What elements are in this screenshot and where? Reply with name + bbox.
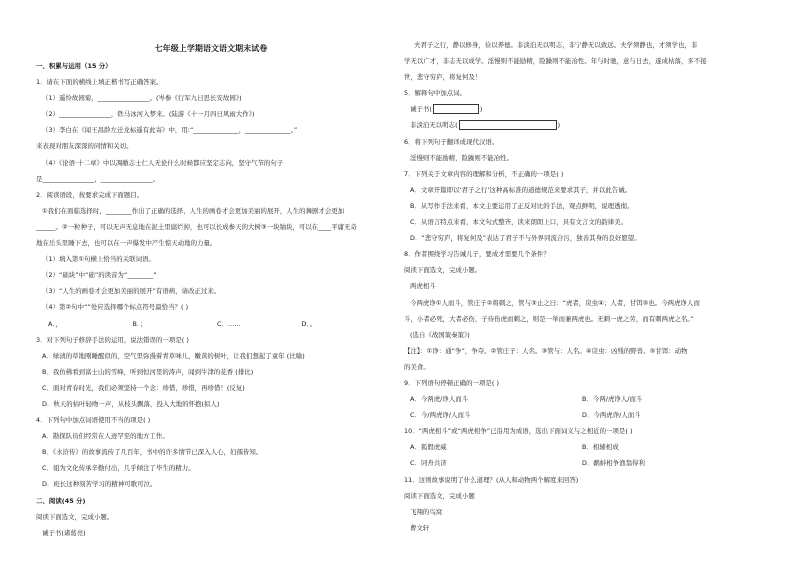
left-column — [36, 42, 386, 541]
text-line: 两虎相斗 — [410, 282, 436, 291]
text-line: 9．下列语句停顿正确的一项是( ) — [404, 378, 500, 387]
blank-suffix: ) — [557, 121, 561, 130]
text-line: （2）“础块”中“础”的读音为“________” — [42, 271, 157, 280]
text-line: 斗，小者必死，大者必伤，子待伤虎而刺之，则是一举而兼两虎也。无刺一虎之劳，而有刺两虎之名。” — [404, 314, 694, 323]
text-line: 1．请在下面的横线上填正楷书写正确答案。 — [36, 78, 163, 87]
text-line: D．班长这种刻苦学习的精神可歌可泣。 — [42, 480, 157, 489]
text-line: （1）遥怜故园菊，________________。(岑参《行军九日思长安故园》) — [42, 94, 242, 103]
text-line: 诫子书(诸葛亮) — [42, 528, 86, 537]
text-line: 阅读下面选文，完成小题 — [404, 491, 475, 500]
text-line: B．《水浒传》的故事流传了几百年，书中的许多情节已深入人心，妇孺皆知。 — [42, 448, 263, 457]
exam-title: 七年级上学期语文语文期末试卷 — [154, 44, 268, 53]
text-line: 阅读下面选文，完成小题。 — [404, 266, 482, 275]
option-item: D．鹬蚌相争渔翁得利 — [582, 459, 645, 468]
text-line: 8．作者围绕学习告诫儿子，要成才需要几个条件？ — [404, 250, 550, 259]
option-item: B．相辅相成 — [582, 443, 619, 452]
option-item: C．…… — [217, 319, 241, 328]
text-line: A．绿渍的草地刚睡醒似的，空气里弥漫着青草味儿，嫩黄的树叶，让我们想起了童年 (比喻) — [42, 351, 305, 360]
text-line: 来表现对朋友深深的同情和关切。 — [36, 142, 133, 151]
text-line: 【注】：①诤：通“争”，争夺。②管庄子：人名。③管与：人名。④戾虫：凶残的野兽。⑤甘饵：动物 — [404, 346, 688, 355]
text-line: 地在岳头里睡下去，也可以在一声爆发中产生惊天动地的力量。 — [36, 239, 217, 248]
text-line: A．勘探队员们经常在人迹罕至的地方工作。 — [42, 432, 169, 441]
option-row — [404, 439, 754, 455]
blank-prefix: 诫子书( — [410, 105, 432, 114]
option-item: C．今/两虎诤/人而斗 — [410, 411, 471, 420]
text-line: 3．对下列句子修辞手法的运用，说法错误的一项是( ) — [36, 335, 189, 344]
option-row — [36, 316, 386, 332]
text-line: C．从语言特点来看，本文句式整齐，读来朗朗上口，具有文言文的韵律美。 — [410, 218, 628, 227]
text-line: 5．解释句中加点词。 — [404, 89, 467, 98]
option-row — [404, 455, 754, 471]
blank-suffix: ) — [479, 105, 483, 114]
text-line: 飞翔的鸟窝 — [410, 507, 443, 516]
text-line: （3）李白在《闻王昌龄左迁龙标遥有此寄》中，用:“______________，______________。” — [42, 126, 298, 135]
text-line: 学无以广才，非志无以成学。淫慢则不能励精，险躁则不能冶性。年与时驰，意与日去，遂成枯落，多不接 — [404, 57, 707, 66]
text-line: B．从写作手法来看，本文主要运用了正反对比的手法，观点鲜明，说理透彻。 — [410, 201, 634, 210]
option-item: D．今两虎诤/人而斗 — [582, 411, 641, 420]
option-item: A．， — [48, 319, 63, 328]
text-line: 淫慢则不能励精，险躁则不能冶性。 — [410, 153, 514, 162]
option-item: A．狐假虎威 — [410, 443, 447, 452]
option-item: B．； — [132, 319, 147, 328]
text-line: 10．“两虎相斗”或“两虎相争”已沿用为成语，选出下面词义与之相近的一项是( ) — [404, 427, 633, 436]
text-line: 11．这则故事说明了什么道理？(从人和动物两个解度来回答) — [404, 475, 579, 484]
text-line: 夫君子之行，静以修身，俭以养德。非淡泊无以明志，非宁静无以致远。夫学须静也，才须学也，非 — [414, 41, 698, 49]
text-line: 今两虎诤①人而斗，管庄子②将刺之，管与③止之曰：“虎者，戾虫④；人者，甘饵⑤也。今两虎诤人而 — [410, 298, 700, 307]
text-line: 是________________，________________。 — [36, 174, 160, 183]
text-line: （3）“人生的画卷才会更加美丽的展开”有语病，请改正过来。 — [42, 287, 221, 296]
text-line: D．秋天的枯叶轻吻一声，从枝头飘落，投入大地的怀抱(拟人) — [42, 399, 220, 408]
answer-box — [433, 104, 479, 114]
text-line: C．面对青春时光，我们必须坚持一个念：珍惜，珍惜，再珍惜！(反复) — [42, 383, 245, 392]
section-heading: 二、阅读(45 分) — [36, 496, 86, 505]
text-line: （4）第②句中“”处应选择哪个标点符号最恰当？( ) — [42, 303, 189, 312]
text-line: B．我仿佛看到富士山的雪峰，听到恒河里的涛声，闻到牛津的花香 (排比) — [42, 367, 254, 376]
option-row — [404, 391, 754, 407]
blank-line — [404, 101, 754, 117]
text-line: （2）________________，铁马冰河入梦来。(陆游《十一月四日风雨大作》) — [42, 110, 255, 119]
text-line: 4．下列句中加点词语使用不当的项是( ) — [36, 416, 151, 425]
option-item: D．。 — [301, 319, 317, 328]
text-line: 7．下列关于文章内容的理解和分析，不正确的一项是( ) — [404, 169, 564, 178]
text-line: （1）填入第①句横上恰当的关联词语。 — [42, 255, 155, 264]
text-line: 的美食。 — [404, 362, 430, 371]
right-column — [404, 37, 754, 536]
text-line: (选自《战国策秦策》) — [410, 330, 470, 339]
option-item: C．同舟共济 — [410, 459, 447, 468]
option-item: A．今两虎/诤人而斗 — [410, 395, 469, 404]
option-item: B．今两/虎诤人/而斗 — [582, 395, 643, 404]
text-line: （4）《论语·十二章》中以凋敝志士仁人无论什么时候都应坚定志向，坚守气节的句子 — [42, 158, 284, 167]
text-line: 2．阅读语段，按要求完成下面题目。 — [36, 190, 144, 199]
text-line: 世，悲守穷庐，将复何及！ — [404, 73, 482, 82]
text-line: 曹文轩 — [410, 523, 430, 532]
text-line: C．姐为文化传承辛勤付出，几乎倾注了毕生的精力。 — [42, 464, 195, 473]
text-line: 6．将下列句子翻译成现代汉语。 — [404, 137, 499, 146]
text-line: 阅读下面选文，完成小题。 — [36, 512, 114, 521]
blank-prefix: 非淡泊无以明志( — [410, 121, 458, 130]
text-line: ______。②一粒种子，可以无声无息地在泥土里腐烂掉，也可以长成参天的大树③一块铀块，可以在____平庸无奇 — [36, 222, 357, 231]
section-heading: 一、积累与运用（15 分） — [36, 62, 112, 70]
answer-box — [459, 120, 557, 130]
text-line: A．文章开篇即以‘君子之行’这种高标准的道德规范来要求其子，并以此告诫。 — [410, 185, 632, 194]
text-line: ①我们在面临选择时，________作出了正确的选择，人生的画卷才会更加美丽的展开，人生的舞剧才会更加 — [42, 206, 345, 215]
text-line: D．“悲守穷庐，将复何及”表达了君子不与外界同流合污，独善其身的良好愿望。 — [410, 234, 641, 243]
blank-line — [404, 117, 754, 133]
option-row — [404, 407, 754, 423]
